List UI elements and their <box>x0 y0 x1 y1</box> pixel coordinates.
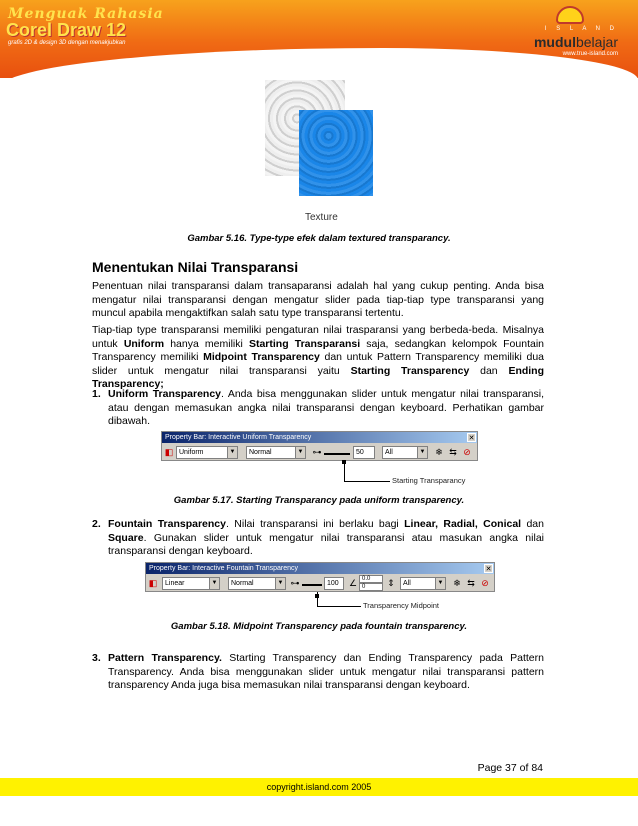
p2-b3: Midpoint Transparency <box>203 351 320 363</box>
midpoint-slider[interactable] <box>302 580 322 586</box>
angle-icon: ∠ <box>348 578 358 588</box>
item-1-text: . Anda bisa menggunakan slider untuk mengatur nilai transparansi, atau dengan memasukan angka nilai transparansi dengan keyboard. Perhatikan gambar dibawah. <box>108 388 544 427</box>
item-1-bold: Uniform Transparency <box>108 388 222 400</box>
p2-t1: Tiap-tiap type transparansi memiliki pengaturan nilai trasparansi yang berbeda-beda. Misalnya untuk <box>92 324 544 350</box>
header-subtitle: Menguak Rahasia <box>8 6 164 22</box>
chevron-down-icon: ▼ <box>295 447 305 458</box>
page-header <box>0 0 638 78</box>
paragraph-1: Penentuan nilai transparansi dalam transaparansi adalah hal yang cukup penting. Anda bisa mengatur nilai transparansi dengan mengatur slider pada tiap-tiap type transparansi yang muncul apabila mengaktifkan salah satu type transparansi tertentu. <box>92 280 544 319</box>
chevron-down-icon: ▼ <box>227 447 237 458</box>
freeze-icon[interactable]: ❄ <box>453 578 461 588</box>
close-icon[interactable]: ✕ <box>468 435 475 442</box>
toolbar1-mode: Normal <box>249 449 272 456</box>
list-item-2 <box>92 518 544 559</box>
logo-brand <box>534 34 618 50</box>
chevron-down-icon: ▼ <box>209 578 219 589</box>
header-tagline: grafis 2D & design 3D dengan menakjubkan <box>8 40 126 46</box>
header-title: Corel Draw 12 <box>6 20 127 40</box>
freeze-icon[interactable]: ❄ <box>435 447 443 457</box>
starting-transparency-value[interactable]: 50 <box>353 446 375 459</box>
transparency-type-select[interactable] <box>162 577 220 590</box>
list-item-1 <box>92 388 544 429</box>
p2-b4: Starting Transparency <box>350 364 470 377</box>
midpoint-value[interactable]: 100 <box>324 577 344 590</box>
property-bar-uniform <box>161 431 478 461</box>
item-2-t1: . Nilai transparansi ini berlaku bagi <box>225 518 405 530</box>
item-3-text: Starting Transparency dan Ending Transparency pada Pattern Transparency. Anda bisa menggunakan slider untuk mengatur nilai transparansi pattern transparency Anda juga bisa memasukan nilai transparansi dengan keyboard. <box>108 652 544 691</box>
caption-5-17: Gambar 5.17. Starting Transparancy pada uniform transparency. <box>173 495 465 506</box>
item-2-bold: Fountain Transparency <box>108 518 226 530</box>
toolbar2-mode: Normal <box>231 580 254 587</box>
chevron-down-icon: ▼ <box>275 578 285 589</box>
p2-t2: hanya memiliki <box>164 337 249 350</box>
slider-icon: ⊶ <box>290 578 300 588</box>
p2-b5: Ending Transparency; <box>92 364 545 390</box>
list-item-3 <box>92 652 544 693</box>
slider-icon: ⊶ <box>312 447 322 457</box>
toolbar1-title: Property Bar: Interactive Uniform Transparency <box>165 434 312 441</box>
toolbar2-type: Linear <box>165 580 185 587</box>
callout-h-1 <box>344 481 390 482</box>
caption-5-16: Gambar 5.16. Type-type efek dalam textured transparancy. <box>187 233 451 244</box>
logo-brand-a: mudul <box>533 34 576 50</box>
toolbar2-target: All <box>403 580 411 587</box>
figure-texture <box>263 78 377 226</box>
toolbar1-type: Uniform <box>179 449 204 456</box>
starting-transparency-slider[interactable] <box>324 449 350 455</box>
logo-site: www.true-island.com <box>562 51 618 57</box>
edge-pad-value[interactable]: 0 <box>359 583 383 591</box>
callout-h-2 <box>317 606 361 607</box>
toolbar2-title: Property Bar: Interactive Fountain Transparency <box>149 565 299 572</box>
callout-starting: Starting Transparancy <box>392 476 466 485</box>
blue-square <box>299 110 373 196</box>
item-2-b2: Square <box>108 531 144 544</box>
item-2-b1: Linear, Radial, Conical <box>404 518 522 530</box>
transparency-tool-icon[interactable]: ◧ <box>164 447 174 457</box>
page-number: Page 37 of 84 <box>477 762 543 774</box>
p2-t4: dan untuk Pattern Transparency memiliki dua slider untuk mengatur nilai transparansi yaitu <box>92 351 544 377</box>
footer: copyright.island.com 2005 <box>0 778 638 796</box>
angle-value[interactable]: 0.0 <box>359 575 383 583</box>
toolbar1-target: All <box>385 449 393 456</box>
paragraph-2 <box>92 324 544 392</box>
item-2-t2: dan <box>521 518 544 530</box>
logo-island: I S L A N D <box>544 26 618 32</box>
copy-properties-icon[interactable]: ⇆ <box>467 578 475 588</box>
item-1-number: 1. <box>92 388 101 400</box>
figure-label: Texture <box>305 212 338 223</box>
p2-t3: saja, sedangkan kelompok Fountain Transparency memiliki <box>92 337 544 363</box>
merge-mode-select[interactable] <box>228 577 286 590</box>
item-3-number: 3. <box>92 652 101 664</box>
callout-line-1 <box>344 461 345 481</box>
callout-midpoint: Transparency Midpoint <box>363 601 440 610</box>
clear-transparency-icon[interactable]: ⊘ <box>481 578 489 588</box>
chevron-down-icon: ▼ <box>417 447 427 458</box>
copy-properties-icon[interactable]: ⇆ <box>449 447 457 457</box>
transparency-type-select[interactable] <box>176 446 238 459</box>
p2-b1: Uniform <box>123 337 165 350</box>
p2-b2: Starting Transparansi <box>248 337 361 350</box>
item-3-bold: Pattern Transparency. <box>108 652 222 664</box>
caption-5-18: Gambar 5.18. Midpoint Transparency pada fountain transparency. <box>170 621 468 632</box>
merge-mode-select[interactable] <box>246 446 306 459</box>
target-select[interactable] <box>382 446 428 459</box>
logo <box>514 4 624 62</box>
chevron-down-icon: ▼ <box>435 578 445 589</box>
spin-icon[interactable]: ⇕ <box>387 578 395 588</box>
p2-t5: dan <box>469 364 509 377</box>
transparency-tool-icon[interactable]: ◧ <box>148 578 158 588</box>
item-2-t3: . Gunakan slider untuk mengatur nilai transparansi atau masukan angka nilai transparansi dengan keyboard. <box>108 531 544 557</box>
section-title: Menentukan Nilai Transparansi <box>92 259 299 275</box>
clear-transparency-icon[interactable]: ⊘ <box>463 447 471 457</box>
callout-dot-1 <box>342 460 346 464</box>
callout-dot-2 <box>315 594 319 598</box>
island-logo-icon <box>556 6 584 24</box>
item-2-number: 2. <box>92 518 101 530</box>
logo-brand-b: belajar <box>575 34 618 50</box>
close-icon[interactable]: ✕ <box>485 566 492 573</box>
target-select[interactable] <box>400 577 446 590</box>
property-bar-fountain <box>145 562 495 592</box>
